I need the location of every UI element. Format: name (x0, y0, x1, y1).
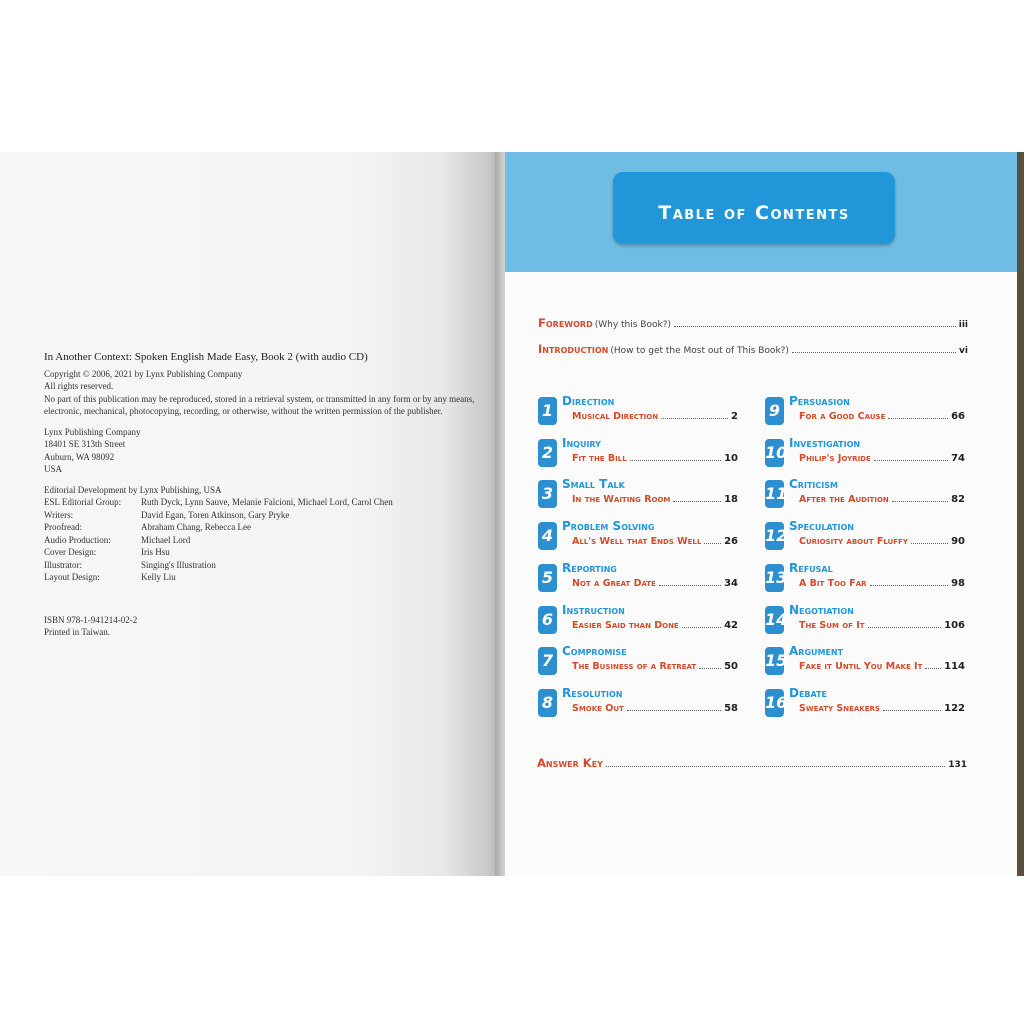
lesson-page: 90 (951, 536, 965, 548)
publisher-country: USA (44, 464, 63, 474)
lesson-page: 50 (724, 661, 738, 673)
foreword-page: iii (958, 320, 968, 330)
unit-number-badge: 4 (538, 522, 557, 550)
lesson-line (572, 453, 738, 464)
lesson-line (572, 620, 738, 631)
leader-dots (868, 620, 942, 628)
lesson-title: Fake it Until You Make It (799, 661, 923, 673)
unit-number-badge: 6 (538, 606, 557, 634)
lesson-line (572, 494, 738, 505)
credit-row (44, 559, 514, 572)
lesson-title: Philip's Joyride (799, 452, 871, 464)
leader-dots (606, 759, 945, 767)
unit-title: Refusal (789, 560, 833, 575)
foreword-subtitle: (Why this Book?) (594, 320, 671, 330)
lesson-page: 26 (724, 536, 738, 548)
lesson-title: Not a Great Date (572, 577, 656, 589)
credit-names: Kelly Liu (141, 572, 176, 582)
toc-unit-9[interactable] (765, 394, 965, 434)
introduction-subtitle: (How to get the Most out of This Book?) (610, 346, 789, 356)
unit-number-badge: 11 (765, 480, 784, 508)
unit-number-badge: 2 (538, 439, 557, 467)
unit-title: Debate (789, 685, 828, 700)
rights-line: All rights reserved. (44, 381, 114, 391)
leader-dots (911, 536, 948, 544)
credit-row (44, 496, 514, 509)
toc-unit-12[interactable] (765, 519, 965, 559)
publisher-address (44, 426, 514, 476)
toc-unit-4[interactable] (538, 519, 738, 559)
unit-title: Instruction (562, 602, 625, 617)
toc-unit-7[interactable] (538, 644, 738, 684)
lesson-line (799, 661, 965, 672)
lesson-title: Musical Direction (572, 411, 659, 422)
leader-dots (925, 661, 941, 669)
unit-number-badge: 16 (765, 689, 784, 717)
copyright-line: Copyright © 2006, 2021 by Lynx Publishing Company (44, 368, 243, 379)
credit-row (44, 571, 514, 584)
unit-title: Problem Solving (562, 519, 655, 534)
lesson-line (572, 411, 738, 422)
lesson-line (799, 494, 965, 505)
isbn: ISBN 978-1-941214-02-2 (44, 614, 138, 625)
leader-dots (674, 319, 956, 327)
credit-role: Proofread: (44, 522, 82, 532)
lesson-page: 106 (944, 619, 965, 631)
lesson-title: Curiosity about Fluffy (799, 536, 908, 548)
unit-title: Argument (789, 644, 844, 659)
unit-title: Persuasion (789, 394, 850, 408)
unit-title: Investigation (789, 435, 861, 450)
toc-unit-13[interactable] (765, 561, 965, 601)
unit-number-badge: 12 (765, 522, 784, 550)
lesson-line (799, 703, 965, 714)
credits-block (44, 484, 514, 584)
unit-number-badge: 5 (538, 564, 557, 592)
credit-row (44, 534, 514, 547)
toc-foreword[interactable] (538, 316, 968, 330)
leader-dots (888, 411, 948, 419)
lesson-page: 42 (724, 619, 738, 631)
toc-introduction[interactable] (538, 342, 968, 356)
lesson-title: After the Audition (799, 494, 889, 506)
credit-names: Singing's Illustration (141, 559, 216, 570)
lesson-title: The Sum of It (799, 619, 865, 631)
leader-dots (704, 536, 721, 544)
lesson-title: Sweaty Sneakers (799, 702, 880, 714)
credit-row (44, 509, 514, 522)
lesson-page: 58 (724, 702, 738, 714)
lesson-title: Fit the Bill (572, 452, 627, 464)
unit-number-badge: 10 (765, 439, 784, 467)
unit-number-badge: 9 (765, 397, 784, 425)
leader-dots (682, 620, 721, 628)
lesson-line (572, 661, 738, 672)
notice-line: No part of this publication may be reproduced, stored in a retrieval system, or transmitted in any form or by any means, (44, 393, 475, 404)
toc-unit-2[interactable] (538, 436, 738, 476)
lesson-line (572, 578, 738, 589)
leader-dots (659, 578, 721, 586)
printed-in: Printed in Taiwan. (44, 627, 110, 637)
unit-title: Direction (562, 394, 615, 408)
lesson-page: 34 (724, 577, 738, 589)
toc-unit-10[interactable] (765, 436, 965, 476)
toc-title-banner (613, 172, 895, 244)
lesson-line (799, 578, 965, 589)
leader-dots (792, 345, 956, 353)
unit-title: Criticism (789, 477, 838, 492)
unit-title: Negotiation (789, 602, 854, 617)
credit-names: Michael Lord (141, 534, 191, 545)
lesson-title: Smoke Out (572, 702, 624, 714)
lesson-page: 74 (951, 452, 965, 464)
lesson-title: The Business of a Retreat (572, 661, 697, 673)
toc-unit-11[interactable] (765, 477, 965, 517)
unit-number-badge: 1 (538, 397, 557, 425)
leader-dots (627, 703, 721, 711)
toc-unit-15[interactable] (765, 644, 965, 684)
lesson-page: 98 (951, 577, 965, 589)
lesson-line (799, 536, 965, 547)
lesson-line (799, 620, 965, 631)
foreword-label: Foreword (538, 316, 593, 330)
lesson-line (799, 453, 965, 464)
leader-dots (883, 703, 941, 711)
lesson-title: In the Waiting Room (572, 494, 671, 506)
publisher-street: 18401 SE 313th Street (44, 439, 126, 449)
unit-title: Compromise (562, 644, 627, 659)
unit-title: Reporting (562, 560, 617, 575)
lesson-title: All's Well that Ends Well (572, 536, 702, 548)
toc-unit-3[interactable] (538, 477, 738, 517)
toc-unit-16[interactable] (765, 686, 965, 726)
credit-role: Writers: (44, 509, 74, 520)
credits-list (44, 496, 514, 584)
lesson-title: A Bit Too Far (799, 577, 867, 589)
notice-line: electronic, mechanical, photocopying, recording, or otherwise, without the written permission of the publisher. (44, 406, 443, 416)
unit-number-badge: 8 (538, 689, 557, 717)
book-title: In Another Context: Spoken English Made Easy, Book 2 (with audio CD) (44, 351, 368, 363)
unit-number-badge: 15 (765, 647, 784, 675)
lesson-line (572, 703, 738, 714)
leader-dots (892, 494, 948, 502)
unit-title: Resolution (562, 685, 623, 700)
lesson-page: 2 (731, 411, 738, 422)
page-edge (1017, 152, 1024, 876)
toc-unit-5[interactable] (538, 561, 738, 601)
unit-number-badge: 14 (765, 606, 784, 634)
credit-names: David Egan, Toren Atkinson, Gary Pryke (141, 509, 290, 520)
credit-role: Illustrator: (44, 559, 82, 570)
editorial-development: Editorial Development by Lynx Publishing, USA (44, 484, 222, 495)
unit-number-badge: 3 (538, 480, 557, 508)
answer-key-page: 131 (948, 760, 967, 770)
lesson-page: 82 (951, 494, 965, 506)
unit-title: Inquiry (562, 435, 601, 450)
lesson-line (572, 536, 738, 547)
credit-row (44, 546, 514, 559)
credit-role: ESL Editorial Group: (44, 497, 122, 507)
leader-dots (874, 453, 948, 461)
toc-title: Table of Contents (658, 202, 850, 224)
unit-title: Small Talk (562, 477, 625, 492)
lesson-page: 66 (951, 411, 965, 422)
copyright-block (44, 368, 514, 418)
isbn-block (44, 614, 514, 639)
lesson-page: 114 (944, 661, 965, 673)
lesson-line (799, 411, 965, 422)
publisher-city: Auburn, WA 98092 (44, 451, 115, 462)
leader-dots (870, 578, 949, 586)
credit-names: Abraham Chang, Rebecca Lee (141, 522, 251, 532)
unit-number-badge: 7 (538, 647, 557, 675)
lesson-page: 10 (724, 452, 738, 464)
credit-role: Layout Design: (44, 572, 100, 582)
publisher-name: Lynx Publishing Company (44, 426, 141, 437)
leader-dots (661, 411, 728, 419)
imprint-block (44, 351, 514, 639)
credit-names: Iris Hsu (141, 547, 170, 557)
introduction-label: Introduction (538, 342, 609, 356)
leader-dots (673, 494, 721, 502)
toc-answer-key[interactable] (537, 756, 967, 770)
toc-unit-8[interactable] (538, 686, 738, 726)
credit-role: Audio Production: (44, 534, 111, 545)
toc-unit-14[interactable] (765, 603, 965, 643)
lesson-page: 18 (724, 494, 738, 506)
lesson-page: 122 (944, 702, 965, 714)
unit-title: Speculation (789, 519, 854, 534)
introduction-page: vi (959, 346, 968, 356)
unit-number-badge: 13 (765, 564, 784, 592)
credit-names: Ruth Dyck, Lynn Sauve, Melanie Falcioni, Michael Lord, Carol Chen (141, 497, 393, 507)
credit-role: Cover Design: (44, 547, 97, 557)
credit-row (44, 521, 514, 534)
lesson-title: For a Good Cause (799, 411, 886, 422)
leader-dots (630, 453, 721, 461)
lesson-title: Easier Said than Done (572, 619, 679, 631)
answer-key-label: Answer Key (537, 756, 603, 770)
toc-unit-6[interactable] (538, 603, 738, 643)
leader-dots (699, 661, 721, 669)
toc-unit-1[interactable] (538, 394, 738, 434)
